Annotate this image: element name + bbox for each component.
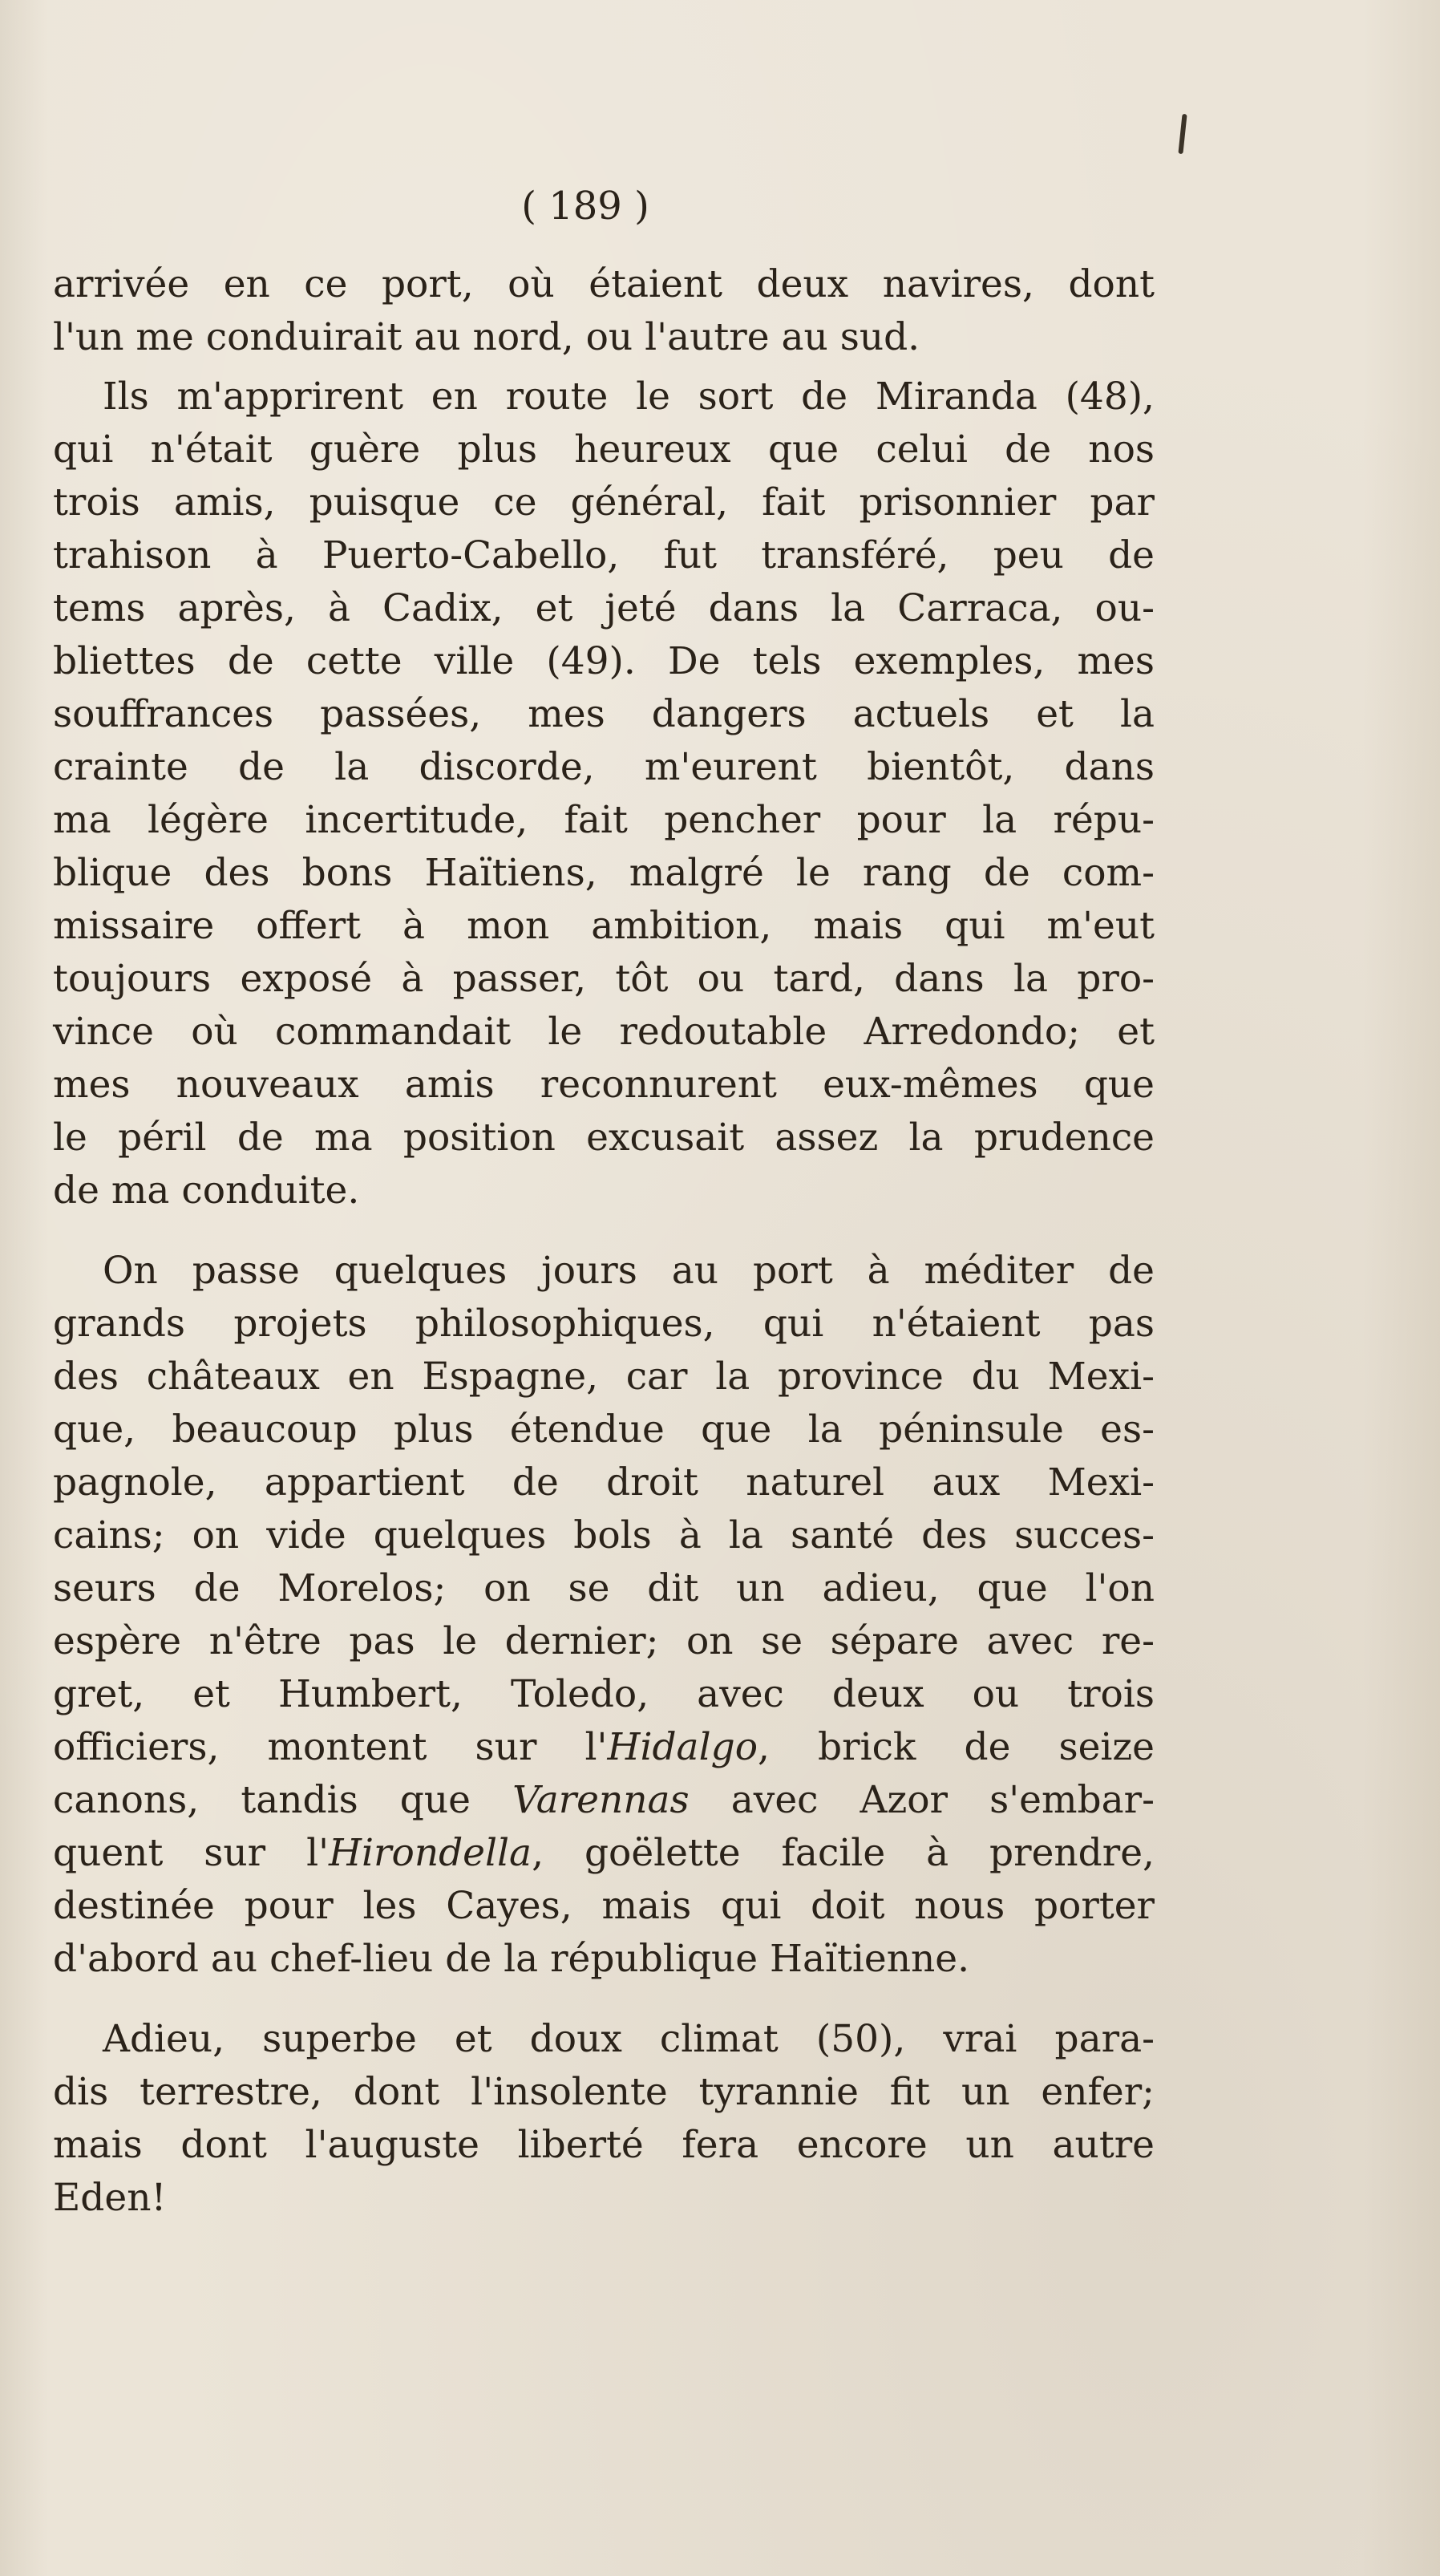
text-line: mais dont l'auguste liberté fera encore un autre [53,2123,1155,2167]
text-line: trahison à Puerto-Cabello, fut transféré, peu de [53,533,1155,577]
text-line: tems après, à Cadix, et jeté dans la Carraca, ou- [53,586,1155,630]
text-line: cains; on vide quelques bols à la santé des succes- [53,1513,1155,1557]
italic-name: Hirondella [329,1831,532,1875]
text-line: souffrances passées, mes dangers actuels et la [53,692,1155,736]
text-line: blique des bons Haïtiens, malgré le rang de com- [53,851,1155,895]
text-line: d'abord au chef-lieu de la république Haïtienne. [53,1937,970,1981]
text-line: gret, et Humbert, Toledo, avec deux ou trois [53,1672,1155,1716]
text-line: Ils m'apprirent en route le sort de Miranda (48), [103,375,1155,419]
text-line: canons, tandis que Varennas avec Azor s'embar- [53,1778,1155,1822]
italic-name: Varennas [512,1778,690,1822]
text-line: que, beaucoup plus étendue que la péninsule es- [53,1407,1155,1452]
text-line: crainte de la discorde, m'eurent bientôt, dans [53,745,1155,789]
text-line: pagnole, appartient de droit naturel aux Mexi- [53,1460,1155,1505]
text-line: le péril de ma position excusait assez la prudence [53,1116,1155,1160]
text-line: ma légère incertitude, fait pencher pour la répu- [53,798,1155,842]
text-line: grands projets philosophiques, qui n'étaient pas [53,1302,1155,1346]
text-line: l'un me conduirait au nord, ou l'autre au sud. [53,315,920,359]
text-line: toujours exposé à passer, tôt ou tard, dans la pro- [53,957,1155,1001]
text-line: officiers, montent sur l'Hidalgo, brick de seize [53,1725,1155,1769]
text-line: quent sur l'Hirondella, goëlette facile à prendre, [53,1831,1155,1875]
text-line: de ma conduite. [53,1169,360,1213]
text-line: trois amis, puisque ce général, fait prisonnier par [53,480,1155,525]
margin-mark [1178,114,1187,154]
text-line: destinée pour les Cayes, mais qui doit nous porter [53,1884,1155,1928]
page-number: ( 189 ) [521,184,649,229]
text-line: qui n'était guère plus heureux que celui de nos [53,427,1155,472]
text-line: mes nouveaux amis reconnurent eux-mêmes que [53,1063,1155,1107]
text-line: On passe quelques jours au port à méditer de [103,1249,1155,1293]
text-line: seurs de Morelos; on se dit un adieu, que l'on [53,1566,1155,1610]
text-line: Adieu, superbe et doux climat (50), vrai para- [103,2017,1155,2061]
italic-name: Hidalgo [607,1725,758,1769]
text-line: vince où commandait le redoutable Arredondo; et [53,1010,1155,1054]
text-line: des châteaux en Espagne, car la province du Mexi- [53,1355,1155,1399]
text-line: missaire offert à mon ambition, mais qui m'eut [53,904,1155,948]
text-line: espère n'être pas le dernier; on se sépare avec re- [53,1619,1155,1663]
text-line: dis terrestre, dont l'insolente tyrannie fit un enfer; [53,2070,1155,2114]
text-line: bliettes de cette ville (49). De tels exemples, mes [53,639,1155,683]
text-line: arrivée en ce port, où étaient deux navires, dont [53,262,1155,306]
text-line: Eden! [53,2176,167,2220]
